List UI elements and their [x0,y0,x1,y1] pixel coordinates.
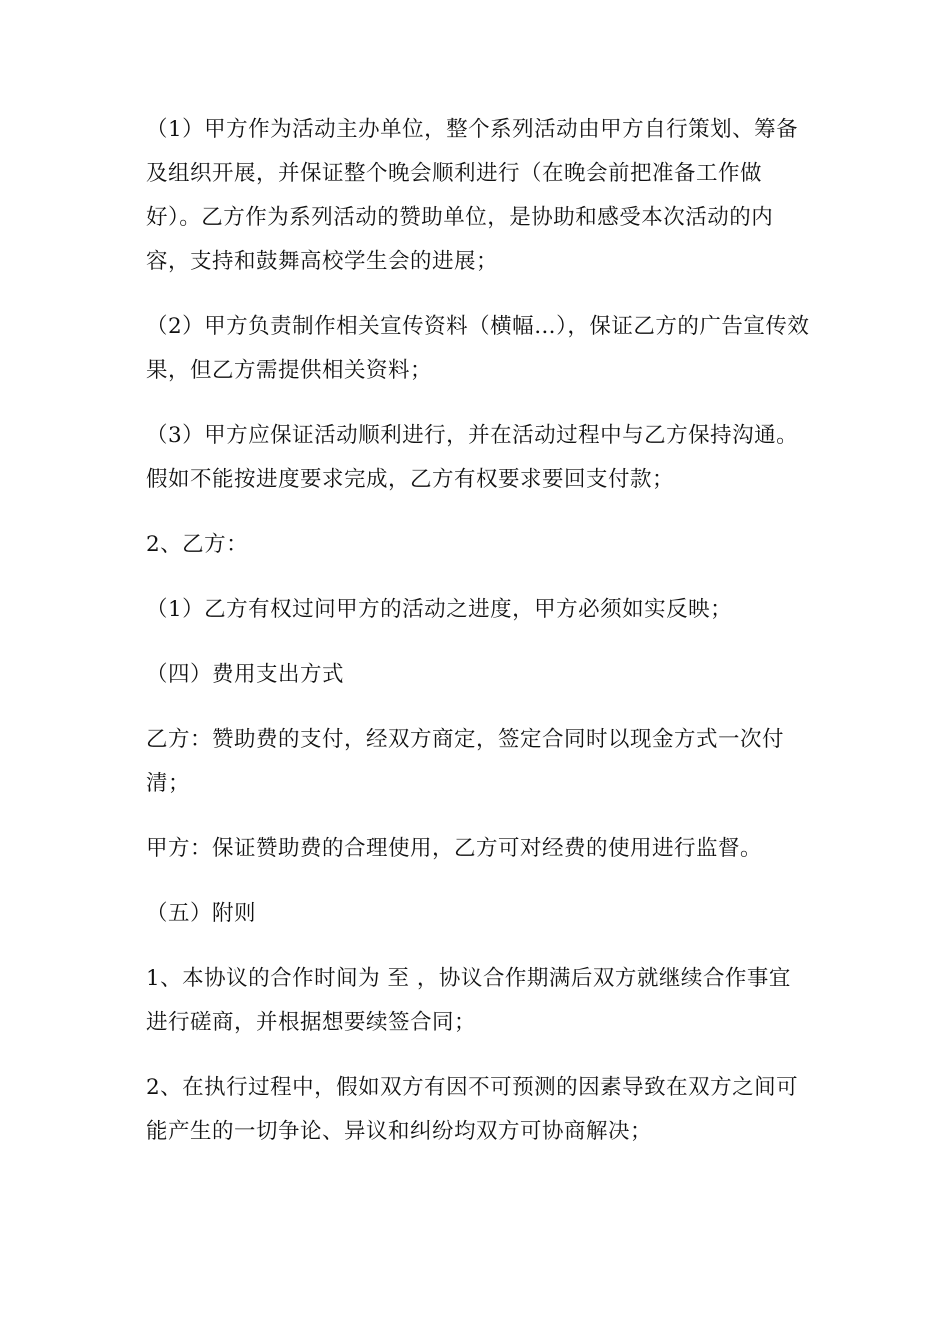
paragraph-party-b-duty-1: （1）乙方有权过问甲方的活动之进度，甲方必须如实反映； [146,597,733,622]
paragraph-payment-party-a: 甲方：保证赞助费的合理使用，乙方可对经费的使用进行监督。 [146,836,763,861]
paragraph-payment-party-b: 乙方：赞助费的支付，经双方商定，签定合同时以现金方式一次付清； [146,727,785,796]
section-heading-party-b: 2、乙方： [146,532,249,557]
paragraph-party-a-duty-1: （1）甲方作为活动主办单位，整个系列活动由甲方自行策划、筹备及组织开展，并保证整个晚会顺利进行（在晚会前把准备工作做好）。乙方作为系列活动的赞助单位，是协助和感受本次活动的内容，支持和鼓舞高校学生会的进展； [146,117,799,274]
paragraph-appendix-1: 1、本协议的合作时间为 至 ，协议合作期满后双方就继续合作事宜进行磋商，并根据想要续签合同； [146,966,791,1035]
document-body [146,108,810,1175]
paragraph-party-a-duty-3: （3）甲方应保证活动顺利进行，并在活动过程中与乙方保持沟通。假如不能按进度要求完成，乙方有权要求要回支付款； [146,423,799,492]
section-heading-payment: （四）费用支出方式 [146,662,345,687]
paragraph-party-a-duty-2: （2）甲方负责制作相关宣传资料（横幅…），保证乙方的广告宣传效果，但乙方需提供相关资料； [146,314,810,383]
section-heading-appendix: （五）附则 [146,901,257,926]
paragraph-appendix-2: 2、在执行过程中，假如双方有因不可预测的因素导致在双方之间可能产生的一切争论、异议和纠纷均双方可协商解决； [146,1075,799,1144]
